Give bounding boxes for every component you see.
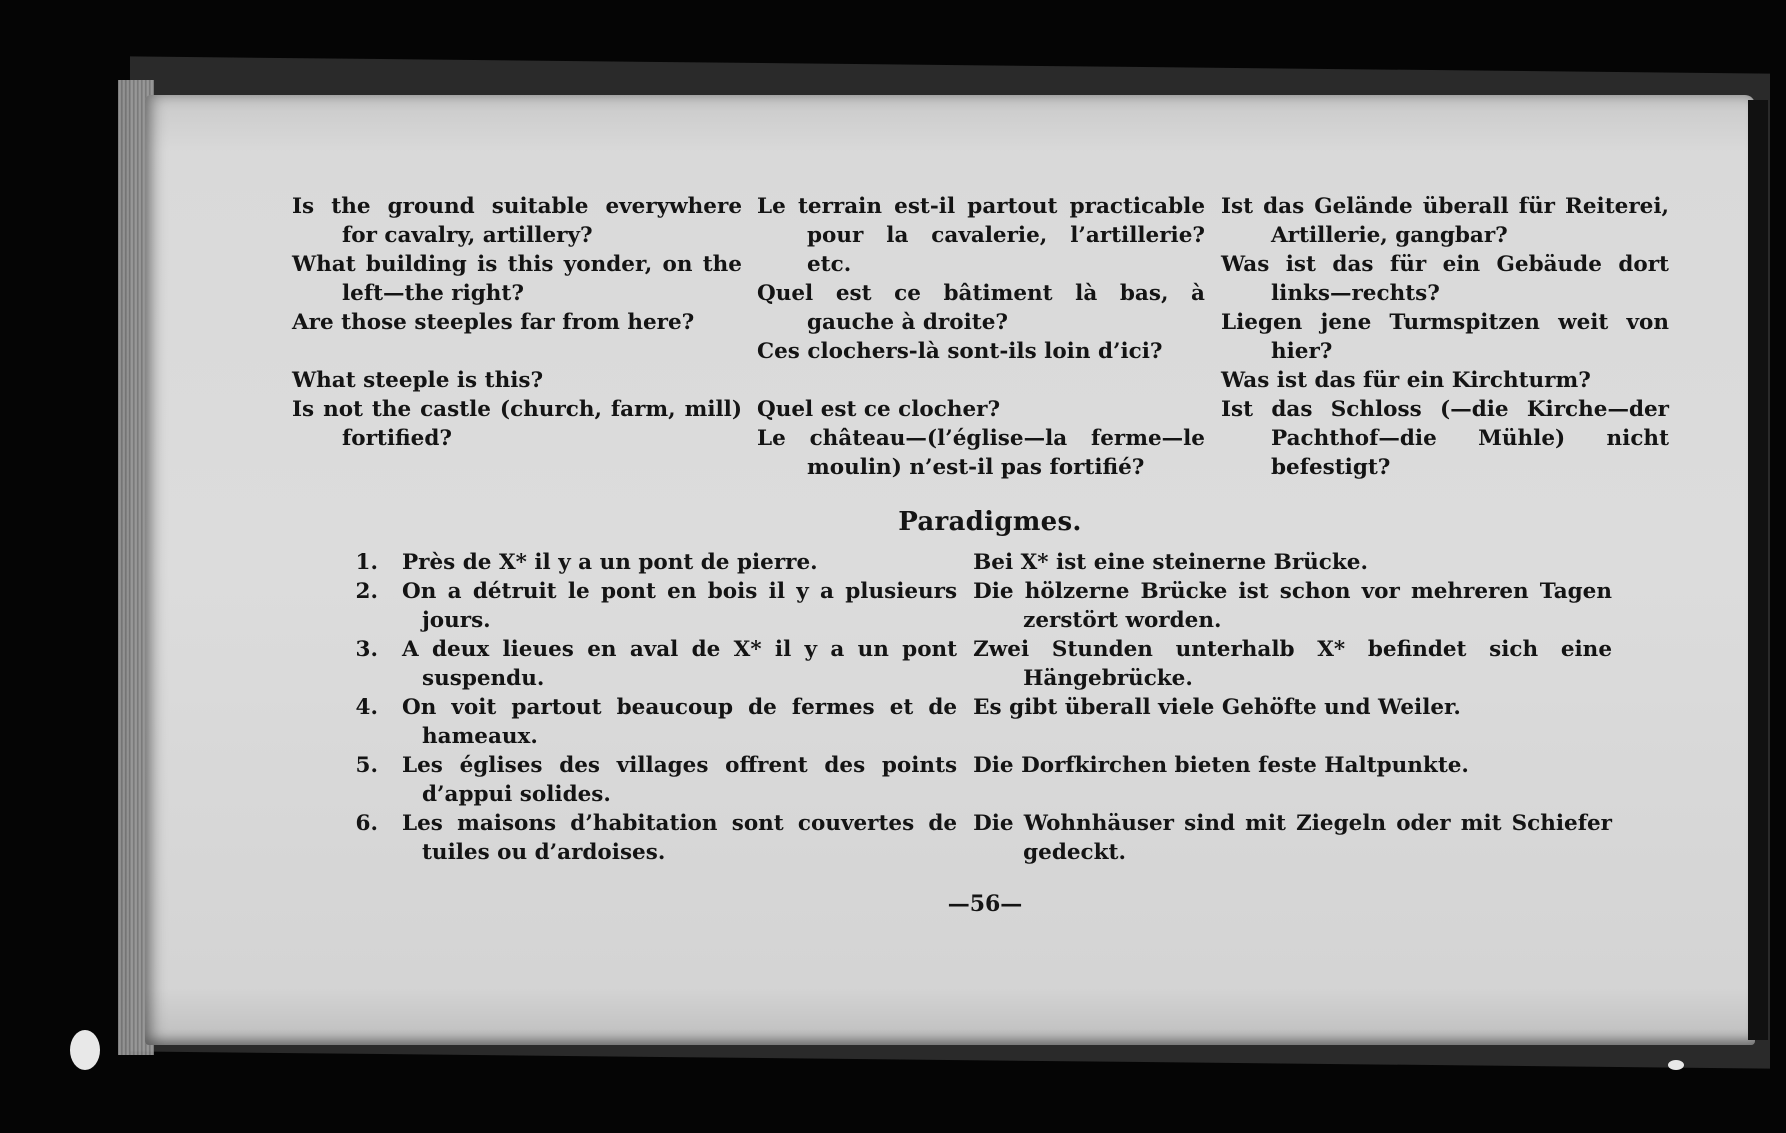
paradigm-de: Es gibt überall viele Gehöfte und Weiler.	[973, 695, 1461, 720]
phrase-fr: Quel est ce clocher?	[757, 397, 1001, 422]
phrase-de: Was ist das für ein Gebäude dort links—rechts?	[1221, 252, 1669, 306]
paradigm-row	[352, 635, 1612, 693]
german-column	[1221, 192, 1669, 482]
paradigm-de: Zwei Stunden unterhalb X* befindet sich eine Hängebrücke.	[973, 637, 1612, 691]
paradigm-row	[352, 751, 1612, 809]
paradigm-fr-text: On a détruit le pont en bois il y a plusieurs jours.	[402, 579, 958, 633]
french-column	[757, 192, 1205, 482]
paradigm-de: Die Dorfkirchen bieten feste Haltpunkte.	[973, 753, 1469, 778]
paradigm-number: 2.	[355, 579, 378, 604]
phrase-en: What building is this yonder, on the left—the right?	[292, 252, 742, 306]
phrase-en: Are those steeples far from here?	[292, 310, 695, 335]
paradigm-fr-text: Près de X* il y a un pont de pierre.	[402, 550, 818, 575]
paradigm-de: Die hölzerne Brücke ist schon vor mehreren Tagen zerstört worden.	[973, 579, 1612, 633]
paradigm-fr	[352, 635, 957, 693]
phrase-fr: Le château—(l’église—la ferme—le moulin) n’est-il pas fortifié?	[757, 426, 1205, 480]
paradigm-de: Bei X* ist eine steinerne Brücke.	[973, 550, 1368, 575]
paradigm-row	[352, 548, 1612, 577]
paradigm-row	[352, 809, 1612, 867]
scan-speck	[70, 1030, 100, 1070]
phrase-en: What steeple is this?	[292, 368, 544, 393]
section-heading: Paradigmes.	[898, 507, 1082, 537]
paradigm-fr	[352, 751, 957, 809]
facing-page-gap	[1748, 100, 1768, 1040]
phrase-fr: Le terrain est-il partout practicable pour la cavalerie, l’artillerie? etc.	[757, 194, 1205, 277]
paradigm-row	[352, 693, 1612, 751]
paradigm-de: Die Wohnhäuser sind mit Ziegeln oder mit Schiefer gedeckt.	[973, 811, 1612, 865]
paradigm-fr-text: Les maisons d’habitation sont couvertes de tuiles ou d’ardoises.	[402, 811, 958, 865]
phrase-de: Liegen jene Turmspitzen weit von hier?	[1221, 310, 1669, 364]
paradigm-number: 4.	[355, 695, 378, 720]
phrase-en: Is not the castle (church, farm, mill) fortified?	[292, 397, 742, 451]
phrase-fr: Ces clochers-là sont-ils loin d’ici?	[757, 339, 1163, 364]
english-column	[292, 192, 742, 453]
paradigm-fr-text: Les églises des villages offrent des points d’appui solides.	[402, 753, 958, 807]
paradigm-list	[352, 548, 1612, 867]
paradigm-fr	[352, 548, 957, 577]
paradigm-fr	[352, 577, 957, 635]
page-number: —56—	[947, 891, 1023, 917]
paradigm-row	[352, 577, 1612, 635]
paradigm-fr-text: A deux lieues en aval de X* il y a un pont suspendu.	[402, 637, 958, 691]
paradigm-fr-text: On voit partout beaucoup de fermes et de hameaux.	[402, 695, 958, 749]
phrase-de: Ist das Schloss (—die Kirche—der Pachthof—die Mühle) nicht befestigt?	[1221, 397, 1669, 480]
phrase-en: Is the ground suitable everywhere for cavalry, artillery?	[292, 194, 742, 248]
paradigm-number: 1.	[355, 550, 378, 575]
paradigm-number: 6.	[355, 811, 378, 836]
paradigm-number: 3.	[355, 637, 378, 662]
paradigm-fr	[352, 809, 957, 867]
phrase-de: Was ist das für ein Kirchturm?	[1221, 368, 1591, 393]
paradigm-fr	[352, 693, 957, 751]
paradigm-number: 5.	[355, 753, 378, 778]
scan-speck	[1668, 1060, 1684, 1070]
phrase-de: Ist das Gelände überall für Reiterei, Artillerie, gangbar?	[1221, 194, 1669, 248]
phrase-fr: Quel est ce bâtiment là bas, à gauche à droite?	[757, 281, 1205, 335]
